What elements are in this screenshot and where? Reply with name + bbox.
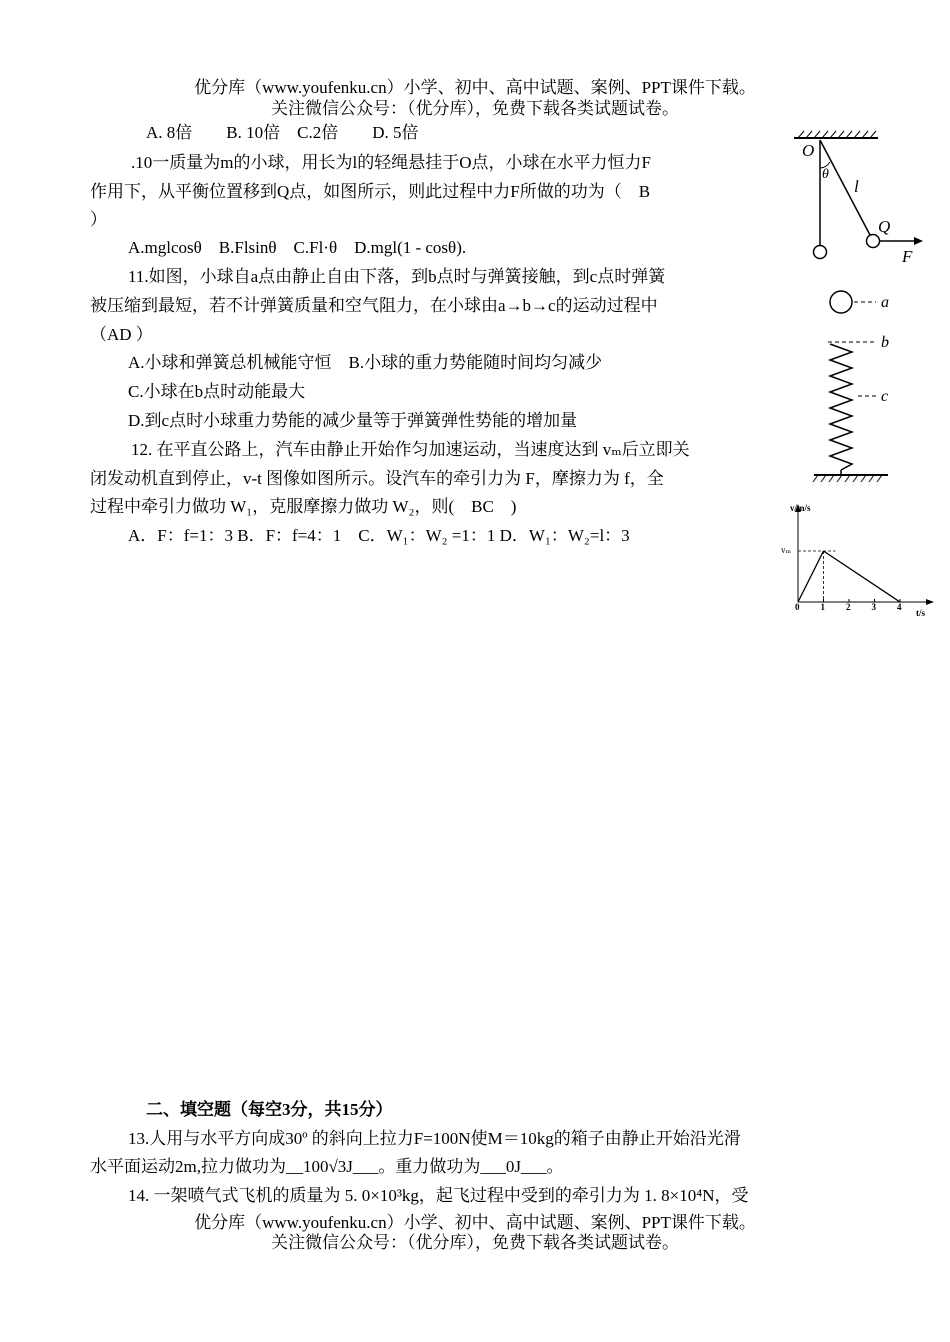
vt-chart-x-tick-label: 1 <box>820 602 825 612</box>
spring-figure <box>808 282 898 487</box>
q12-options: A．F：f=1：3 B．F：f=4：1 C．W₁：W₂ =1：1 D．W₁：W₂=l：3 <box>128 526 630 545</box>
q11-line-1: 11.如图，小球自a点由静止自由下落，到b点时与弹簧接触，到c点时弹簧 <box>128 267 666 286</box>
pendulum-label-o: O <box>802 141 815 160</box>
section2-title: 二、填空题（每空3分，共15分） <box>146 1100 393 1119</box>
vt-chart-x-arrow <box>926 599 934 605</box>
spring-label-b: b <box>881 334 889 351</box>
pendulum-label-q: Q <box>878 217 891 236</box>
pendulum-label-l: l <box>854 177 859 196</box>
q14-line-1: 14. 一架喷气式飞机的质量为 5. 0×10³kg，起飞过程中受到的牵引力为 1. 8×10⁴N，受 <box>128 1186 749 1205</box>
q13-line-2: 水平面运动2m,拉力做功为__100√3J___。重力做功为___0J___。 <box>90 1157 564 1176</box>
q9-options: A. 8倍 B. 10倍 C.2倍 D. 5倍 <box>146 123 419 142</box>
vt-chart-series-segment <box>798 551 824 602</box>
q10-line-1: .10一质量为m的小球，用长为l的轻绳悬挂于O点，小球在水平力恒力F <box>131 153 651 172</box>
vt-chart-x-tick-label: 0 <box>795 602 800 612</box>
q13-line-1: 13.人用与水平方向成30º 的斜向上拉力F=100N使M＝10kg的箱子由静止开始沿光滑 <box>128 1129 741 1148</box>
q10-line-2: 作用下，从平衡位置移到Q点，如图所示，则此过程中力F所做的功为（ B <box>90 182 651 201</box>
vt-chart-x-tick-label: 4 <box>897 602 902 612</box>
q10-line-3: ） <box>90 210 107 229</box>
pendulum-label-theta: θ <box>822 167 829 182</box>
vt-chart-x-tick-label: 2 <box>846 602 851 612</box>
vt-chart-series-segment <box>824 551 901 602</box>
header-line-1: 优分库（www.youfenku.cn）小学、初中、高中试题、案例、PPT课件下载。 <box>194 78 756 97</box>
vt-chart-xlabel: t/s <box>916 608 925 618</box>
spring-label-a: a <box>881 294 889 311</box>
q11-line-3: （AD ） <box>90 325 153 344</box>
vt-chart <box>780 500 940 625</box>
q11-option-a: A.小球和弹簧总机械能守恒 B.小球的重力势能随时间均匀减少 <box>128 353 603 372</box>
vt-chart-x-tick-label: 3 <box>871 602 876 612</box>
q10-options: A.mglcosθ B.Flsinθ C.Fl·θ D.mgl(1 - cosθ). <box>128 238 467 257</box>
header-line-2: 关注微信公众号：（优分库），免费下载各类试题试卷。 <box>271 99 679 118</box>
q11-line-2: 被压缩到最短，若不计弹簧质量和空气阻力，在小球由a→b→c的运动过程中 <box>90 296 658 315</box>
q12-line-1: 12. 在平直公路上，汽车由静止开始作匀加速运动，当速度达到 vₘ后立即关 <box>131 440 690 459</box>
vt-chart-ylabel: v/m/s <box>790 503 811 513</box>
spring-label-c: c <box>881 388 889 405</box>
pendulum-label-f: F <box>902 247 913 266</box>
footer-line-1: 优分库（www.youfenku.cn）小学、初中、高中试题、案例、PPT课件下载。 <box>194 1213 756 1232</box>
vt-chart-vm-label: vₘ <box>781 545 792 555</box>
q11-option-d: D.到c点时小球重力势能的减少量等于弹簧弹性势能的增加量 <box>128 411 578 430</box>
q12-line-2: 闭发动机直到停止，v-t 图像如图所示。设汽车的牵引力为 F，摩擦力为 f，全 <box>90 469 664 488</box>
q12-line-3: 过程中牵引力做功 W₁，克服摩擦力做功 W₂，则( BC ) <box>90 497 517 516</box>
q11-option-c: C.小球在b点时动能最大 <box>128 382 306 401</box>
footer-line-2: 关注微信公众号：（优分库），免费下载各类试题试卷。 <box>271 1233 679 1252</box>
pendulum-figure <box>790 128 925 268</box>
